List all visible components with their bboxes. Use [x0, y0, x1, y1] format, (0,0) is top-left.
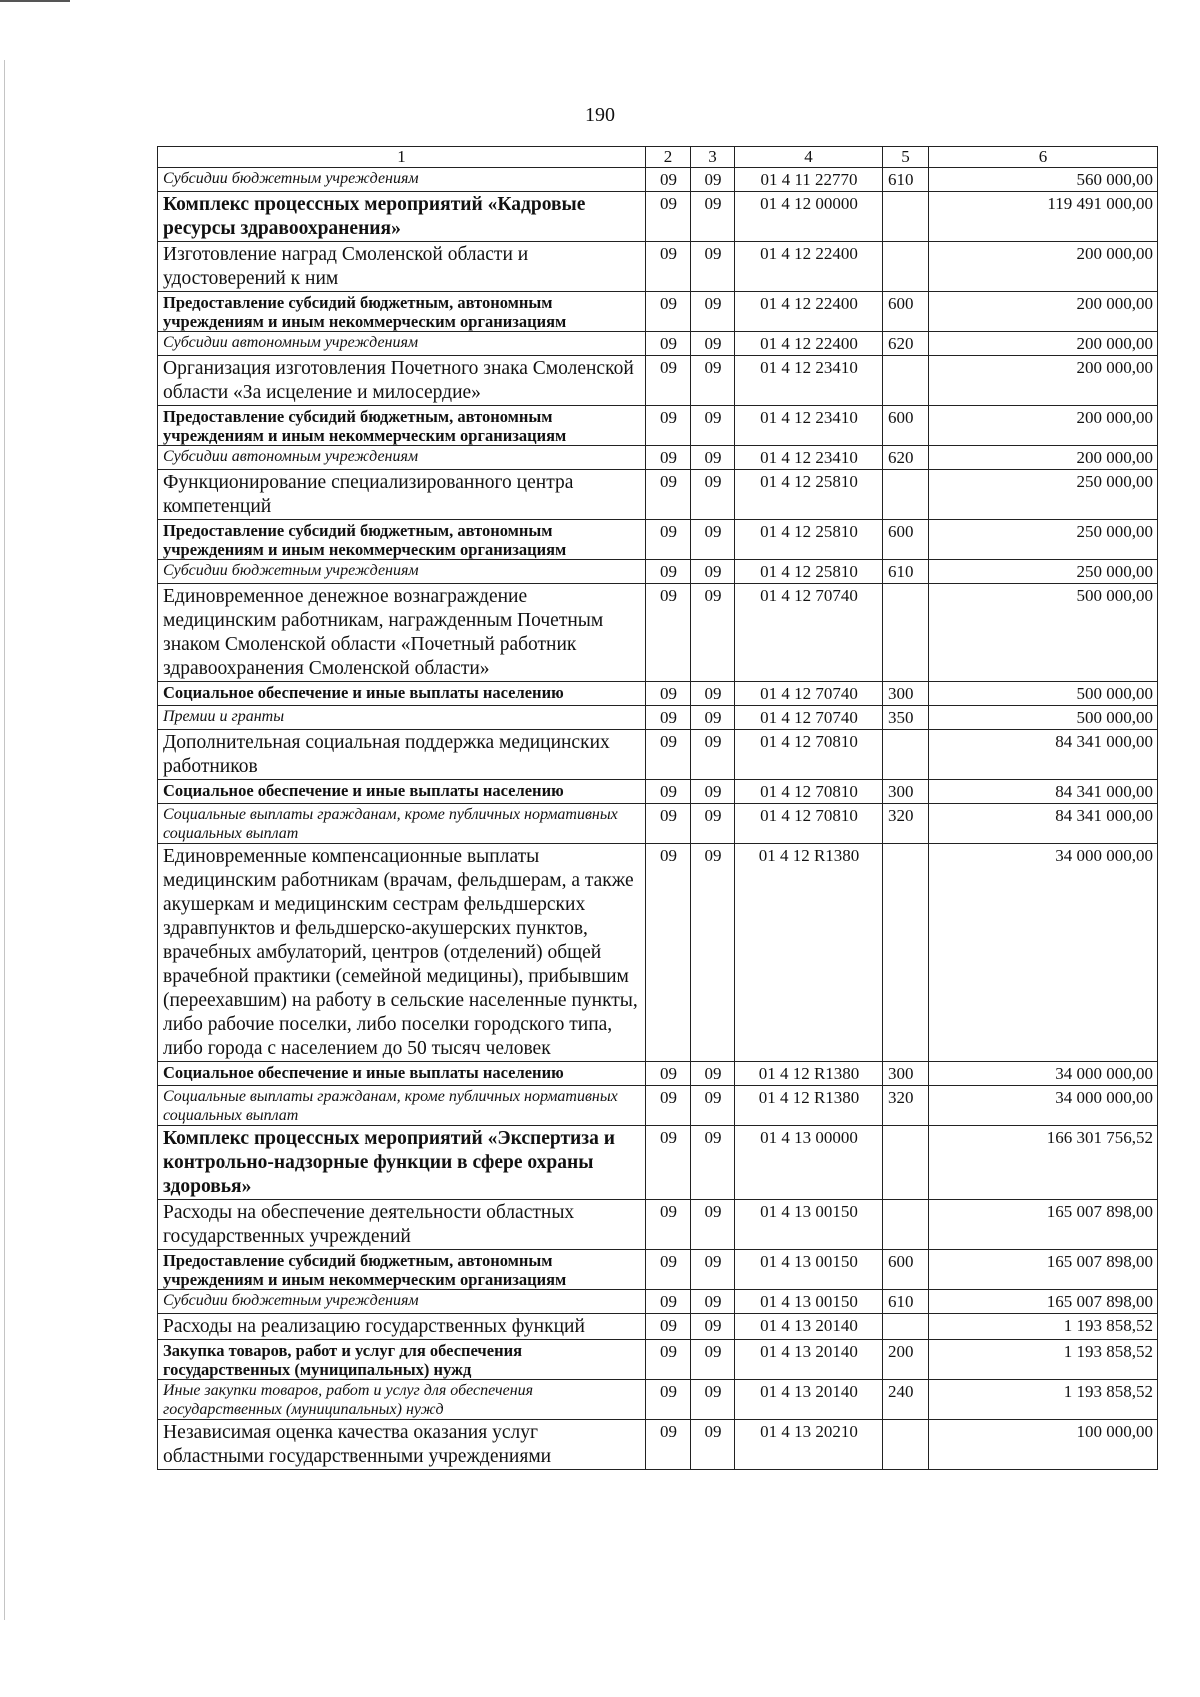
row-name-cell: Социальное обеспечение и иные выплаты населению	[158, 1062, 646, 1086]
section-cell: 09	[646, 844, 691, 1062]
target-article-cell: 01 4 13 00150	[735, 1250, 883, 1290]
expense-type-cell: 300	[883, 682, 929, 706]
target-article-cell: 01 4 12 R1380	[735, 1086, 883, 1126]
row-name-cell: Социальные выплаты гражданам, кроме публичных нормативных социальных выплат	[158, 1086, 646, 1126]
row-name-cell: Предоставление субсидий бюджетным, автономным учреждениям и иным некоммерческим организациям	[158, 406, 646, 446]
table-row	[158, 520, 1158, 560]
table-row	[158, 1126, 1158, 1200]
expense-type-cell: 300	[883, 780, 929, 804]
section-cell: 09	[646, 1086, 691, 1126]
section-cell: 09	[646, 168, 691, 192]
table-row	[158, 168, 1158, 192]
target-article-cell: 01 4 12 23410	[735, 446, 883, 470]
table-row	[158, 292, 1158, 332]
expense-type-cell	[883, 242, 929, 292]
amount-cell: 500 000,00	[929, 584, 1158, 682]
table-row	[158, 242, 1158, 292]
amount-cell: 34 000 000,00	[929, 844, 1158, 1062]
subsection-cell: 09	[691, 1380, 735, 1420]
section-cell: 09	[646, 1062, 691, 1086]
table-row	[158, 706, 1158, 730]
subsection-cell: 09	[691, 844, 735, 1062]
expense-type-cell: 600	[883, 1250, 929, 1290]
row-name-cell: Закупка товаров, работ и услуг для обеспечения государственных (муниципальных) нужд	[158, 1340, 646, 1380]
table-row	[158, 804, 1158, 844]
subsection-cell: 09	[691, 1290, 735, 1314]
section-cell: 09	[646, 1380, 691, 1420]
amount-cell: 166 301 756,52	[929, 1126, 1158, 1200]
target-article-cell: 01 4 12 70740	[735, 682, 883, 706]
section-cell: 09	[646, 356, 691, 406]
section-cell: 09	[646, 470, 691, 520]
amount-cell: 200 000,00	[929, 446, 1158, 470]
row-name-cell: Расходы на реализацию государственных функций	[158, 1314, 646, 1340]
expense-type-cell	[883, 1126, 929, 1200]
amount-cell: 34 000 000,00	[929, 1062, 1158, 1086]
target-article-cell: 01 4 12 70740	[735, 584, 883, 682]
target-article-cell: 01 4 12 70810	[735, 804, 883, 844]
column-header: 3	[691, 147, 735, 168]
subsection-cell: 09	[691, 1062, 735, 1086]
target-article-cell: 01 4 12 70810	[735, 730, 883, 780]
row-name-cell: Предоставление субсидий бюджетным, автономным учреждениям и иным некоммерческим организациям	[158, 1250, 646, 1290]
subsection-cell: 09	[691, 292, 735, 332]
section-cell: 09	[646, 1126, 691, 1200]
row-name-cell: Комплекс процессных мероприятий «Экспертиза и контрольно-надзорные функции в сфере охраны здоровья»	[158, 1126, 646, 1200]
section-cell: 09	[646, 682, 691, 706]
target-article-cell: 01 4 11 22770	[735, 168, 883, 192]
table-row	[158, 780, 1158, 804]
amount-cell: 200 000,00	[929, 242, 1158, 292]
row-name-cell: Независимая оценка качества оказания услуг областными государственными учреждениями	[158, 1420, 646, 1470]
subsection-cell: 09	[691, 560, 735, 584]
amount-cell: 165 007 898,00	[929, 1250, 1158, 1290]
expense-type-cell: 600	[883, 292, 929, 332]
subsection-cell: 09	[691, 356, 735, 406]
expense-type-cell	[883, 844, 929, 1062]
row-name-cell: Дополнительная социальная поддержка медицинских работников	[158, 730, 646, 780]
target-article-cell: 01 4 12 R1380	[735, 844, 883, 1062]
amount-cell: 200 000,00	[929, 356, 1158, 406]
row-name-cell: Расходы на обеспечение деятельности областных государственных учреждений	[158, 1200, 646, 1250]
table-row	[158, 406, 1158, 446]
expense-type-cell: 300	[883, 1062, 929, 1086]
table-row	[158, 1340, 1158, 1380]
table-row	[158, 1420, 1158, 1470]
amount-cell: 200 000,00	[929, 332, 1158, 356]
section-cell: 09	[646, 804, 691, 844]
table-row	[158, 560, 1158, 584]
target-article-cell: 01 4 12 23410	[735, 406, 883, 446]
expense-type-cell: 600	[883, 520, 929, 560]
page-number: 190	[585, 104, 615, 126]
table-row	[158, 1290, 1158, 1314]
amount-cell: 250 000,00	[929, 470, 1158, 520]
column-header: 5	[883, 147, 929, 168]
subsection-cell: 09	[691, 1420, 735, 1470]
table-row	[158, 192, 1158, 242]
amount-cell: 1 193 858,52	[929, 1380, 1158, 1420]
target-article-cell: 01 4 12 R1380	[735, 1062, 883, 1086]
target-article-cell: 01 4 12 23410	[735, 356, 883, 406]
subsection-cell: 09	[691, 780, 735, 804]
amount-cell: 500 000,00	[929, 706, 1158, 730]
budget-table	[157, 146, 1158, 1470]
row-name-cell: Изготовление наград Смоленской области и удостоверений к ним	[158, 242, 646, 292]
expense-type-cell: 240	[883, 1380, 929, 1420]
expense-type-cell: 610	[883, 168, 929, 192]
row-name-cell: Комплекс процессных мероприятий «Кадровые ресурсы здравоохранения»	[158, 192, 646, 242]
subsection-cell: 09	[691, 682, 735, 706]
amount-cell: 84 341 000,00	[929, 780, 1158, 804]
amount-cell: 165 007 898,00	[929, 1200, 1158, 1250]
target-article-cell: 01 4 12 22400	[735, 332, 883, 356]
table-row	[158, 584, 1158, 682]
subsection-cell: 09	[691, 1126, 735, 1200]
row-name-cell: Субсидии бюджетным учреждениям	[158, 1290, 646, 1314]
expense-type-cell	[883, 1200, 929, 1250]
row-name-cell: Социальное обеспечение и иные выплаты населению	[158, 682, 646, 706]
amount-cell: 200 000,00	[929, 406, 1158, 446]
section-cell: 09	[646, 1340, 691, 1380]
expense-type-cell	[883, 470, 929, 520]
section-cell: 09	[646, 780, 691, 804]
amount-cell: 1 193 858,52	[929, 1340, 1158, 1380]
subsection-cell: 09	[691, 1314, 735, 1340]
section-cell: 09	[646, 192, 691, 242]
expense-type-cell: 600	[883, 406, 929, 446]
expense-type-cell: 200	[883, 1340, 929, 1380]
amount-cell: 165 007 898,00	[929, 1290, 1158, 1314]
row-name-cell: Субсидии автономным учреждениям	[158, 446, 646, 470]
section-cell: 09	[646, 560, 691, 584]
subsection-cell: 09	[691, 1086, 735, 1126]
target-article-cell: 01 4 13 00000	[735, 1126, 883, 1200]
row-name-cell: Единовременные компенсационные выплаты медицинским работникам (врачам, фельдшерам, а также акушеркам и медицинским сестрам фельдшерских здравпунктов и фельдшерско-акушерских пунктов, врачебных амбулаторий, центров (отделений) общей врачебной практики (семейной медицины), прибывшим (переехавшим) на работу в сельские населенные пункты, либо рабочие поселки, либо поселки городского типа, либо города с населением до 50 тысяч человек	[158, 844, 646, 1062]
row-name-cell: Предоставление субсидий бюджетным, автономным учреждениям и иным некоммерческим организациям	[158, 520, 646, 560]
row-name-cell: Субсидии бюджетным учреждениям	[158, 168, 646, 192]
section-cell: 09	[646, 584, 691, 682]
expense-type-cell: 610	[883, 560, 929, 584]
section-cell: 09	[646, 1290, 691, 1314]
amount-cell: 1 193 858,52	[929, 1314, 1158, 1340]
amount-cell: 200 000,00	[929, 292, 1158, 332]
row-name-cell: Социальные выплаты гражданам, кроме публичных нормативных социальных выплат	[158, 804, 646, 844]
target-article-cell: 01 4 12 70740	[735, 706, 883, 730]
expense-type-cell	[883, 1314, 929, 1340]
header-row	[158, 147, 1158, 168]
target-article-cell: 01 4 12 00000	[735, 192, 883, 242]
scan-edge-mark	[0, 0, 70, 2]
subsection-cell: 09	[691, 242, 735, 292]
section-cell: 09	[646, 730, 691, 780]
row-name-cell: Функционирование специализированного центра компетенций	[158, 470, 646, 520]
expense-type-cell: 610	[883, 1290, 929, 1314]
subsection-cell: 09	[691, 168, 735, 192]
subsection-cell: 09	[691, 332, 735, 356]
column-header: 1	[158, 147, 646, 168]
table-row	[158, 1200, 1158, 1250]
row-name-cell: Организация изготовления Почетного знака Смоленской области «За исцеление и милосердие»	[158, 356, 646, 406]
expense-type-cell	[883, 584, 929, 682]
column-header: 2	[646, 147, 691, 168]
section-cell: 09	[646, 406, 691, 446]
target-article-cell: 01 4 13 00150	[735, 1290, 883, 1314]
table-row	[158, 730, 1158, 780]
amount-cell: 34 000 000,00	[929, 1086, 1158, 1126]
amount-cell: 250 000,00	[929, 560, 1158, 584]
column-header: 4	[735, 147, 883, 168]
table-row	[158, 682, 1158, 706]
amount-cell: 119 491 000,00	[929, 192, 1158, 242]
amount-cell: 84 341 000,00	[929, 730, 1158, 780]
expense-type-cell: 350	[883, 706, 929, 730]
subsection-cell: 09	[691, 406, 735, 446]
subsection-cell: 09	[691, 584, 735, 682]
section-cell: 09	[646, 242, 691, 292]
table-row	[158, 356, 1158, 406]
table-row	[158, 470, 1158, 520]
target-article-cell: 01 4 12 25810	[735, 470, 883, 520]
table-row	[158, 1062, 1158, 1086]
expense-type-cell	[883, 1420, 929, 1470]
subsection-cell: 09	[691, 192, 735, 242]
subsection-cell: 09	[691, 1250, 735, 1290]
section-cell: 09	[646, 706, 691, 730]
target-article-cell: 01 4 13 20210	[735, 1420, 883, 1470]
subsection-cell: 09	[691, 1340, 735, 1380]
row-name-cell: Иные закупки товаров, работ и услуг для обеспечения государственных (муниципальных) нужд	[158, 1380, 646, 1420]
subsection-cell: 09	[691, 706, 735, 730]
target-article-cell: 01 4 13 20140	[735, 1314, 883, 1340]
target-article-cell: 01 4 13 00150	[735, 1200, 883, 1250]
target-article-cell: 01 4 12 25810	[735, 520, 883, 560]
section-cell: 09	[646, 1200, 691, 1250]
amount-cell: 250 000,00	[929, 520, 1158, 560]
subsection-cell: 09	[691, 804, 735, 844]
target-article-cell: 01 4 13 20140	[735, 1340, 883, 1380]
subsection-cell: 09	[691, 446, 735, 470]
table-row	[158, 1380, 1158, 1420]
target-article-cell: 01 4 12 70810	[735, 780, 883, 804]
expense-type-cell	[883, 356, 929, 406]
table-row	[158, 1250, 1158, 1290]
row-name-cell: Единовременное денежное вознаграждение медицинским работникам, награжденным Почетным знаком Смоленской области «Почетный работник здравоохранения Смоленской области»	[158, 584, 646, 682]
section-cell: 09	[646, 292, 691, 332]
table-row	[158, 446, 1158, 470]
subsection-cell: 09	[691, 470, 735, 520]
target-article-cell: 01 4 12 22400	[735, 242, 883, 292]
subsection-cell: 09	[691, 730, 735, 780]
row-name-cell: Социальное обеспечение и иные выплаты населению	[158, 780, 646, 804]
expense-type-cell: 620	[883, 446, 929, 470]
target-article-cell: 01 4 13 20140	[735, 1380, 883, 1420]
section-cell: 09	[646, 1420, 691, 1470]
amount-cell: 84 341 000,00	[929, 804, 1158, 844]
scan-edge-mark	[4, 60, 5, 1620]
table-row	[158, 332, 1158, 356]
row-name-cell: Субсидии автономным учреждениям	[158, 332, 646, 356]
table-row	[158, 1314, 1158, 1340]
subsection-cell: 09	[691, 520, 735, 560]
expense-type-cell: 320	[883, 1086, 929, 1126]
amount-cell: 500 000,00	[929, 682, 1158, 706]
expense-type-cell: 620	[883, 332, 929, 356]
section-cell: 09	[646, 520, 691, 560]
row-name-cell: Предоставление субсидий бюджетным, автономным учреждениям и иным некоммерческим организациям	[158, 292, 646, 332]
section-cell: 09	[646, 446, 691, 470]
expense-type-cell: 320	[883, 804, 929, 844]
section-cell: 09	[646, 1250, 691, 1290]
column-header: 6	[929, 147, 1158, 168]
subsection-cell: 09	[691, 1200, 735, 1250]
expense-type-cell	[883, 730, 929, 780]
section-cell: 09	[646, 332, 691, 356]
section-cell: 09	[646, 1314, 691, 1340]
table-row	[158, 1086, 1158, 1126]
row-name-cell: Премии и гранты	[158, 706, 646, 730]
table-row	[158, 844, 1158, 1062]
target-article-cell: 01 4 12 22400	[735, 292, 883, 332]
row-name-cell: Субсидии бюджетным учреждениям	[158, 560, 646, 584]
amount-cell: 560 000,00	[929, 168, 1158, 192]
expense-type-cell	[883, 192, 929, 242]
amount-cell: 100 000,00	[929, 1420, 1158, 1470]
target-article-cell: 01 4 12 25810	[735, 560, 883, 584]
